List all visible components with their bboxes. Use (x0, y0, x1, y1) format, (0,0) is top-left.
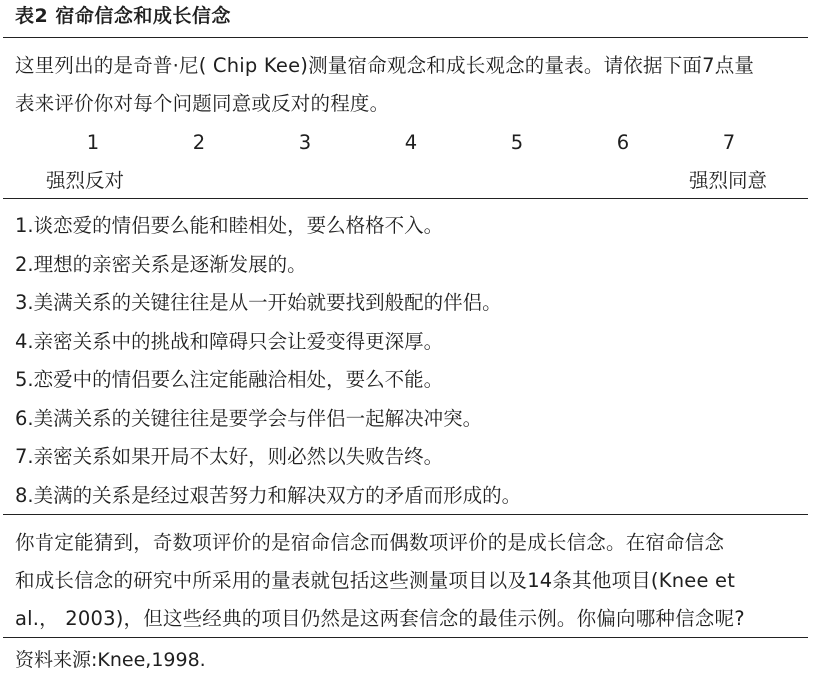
list-item: 6.美满关系的关键往往是要学会与伴侣一起解决冲突。 (15, 406, 483, 430)
closing-line: al.， 2003)，但这些经典的项目仍然是这两套信念的最佳示例。你偏向哪种信念呢? (15, 607, 745, 630)
scale-number: 5 (510, 131, 524, 154)
intro-paragraph (15, 47, 805, 123)
list-item: 5.恋爱中的情侣要么注定能融洽相处，要么不能。 (15, 368, 444, 391)
bottom-rule (3, 637, 808, 638)
list-item: 8.美满的关系是经过艰苦努力和解决双方的矛盾而形成的。 (15, 483, 522, 507)
list-item: 3.美满关系的关键往往是从一开始就要找到般配的伴侣。 (15, 291, 502, 314)
scale-rule (3, 198, 808, 199)
scale-left-anchor: 强烈反对 (46, 169, 125, 192)
scale-number: 3 (298, 131, 312, 154)
scale-number: 1 (86, 131, 100, 154)
items-rule (3, 514, 808, 515)
top-rule (3, 37, 808, 38)
item-list (15, 207, 521, 515)
intro-line: 表来评价你对每个问题同意或反对的程度。 (15, 92, 390, 115)
list-item: 4.亲密关系中的挑战和障碍只会让爱变得更深厚。 (15, 329, 444, 353)
list-item: 7.亲密关系如果开局不太好，则必然以失败告终。 (15, 445, 444, 468)
closing-line: 你肯定能猜到，奇数项评价的是宿命信念而偶数项评价的是成长信念。在宿命信念 (15, 531, 725, 554)
scale-number: 4 (404, 131, 418, 154)
table-title: 表2 宿命信念和成长信念 (15, 5, 231, 27)
list-item: 2.理想的亲密关系是逐渐发展的。 (15, 252, 307, 276)
scale-number: 2 (192, 131, 206, 154)
closing-line: 和成长信念的研究中所采用的量表就包括这些测量项目以及14条其他项目(Knee et (15, 569, 736, 592)
scale-right-anchor: 强烈同意 (689, 169, 768, 192)
scale-number: 6 (616, 131, 630, 154)
closing-paragraph (15, 524, 805, 638)
source-note: 资料来源:Knee,1998. (15, 649, 206, 671)
list-item: 1.谈恋爱的情侣要么能和睦相处，要么格格不入。 (15, 214, 444, 237)
intro-line: 这里列出的是奇普·尼( Chip Kee)测量宿命观念和成长观念的量表。请依据下面7点量 (15, 54, 755, 77)
scale-number: 7 (722, 131, 736, 154)
